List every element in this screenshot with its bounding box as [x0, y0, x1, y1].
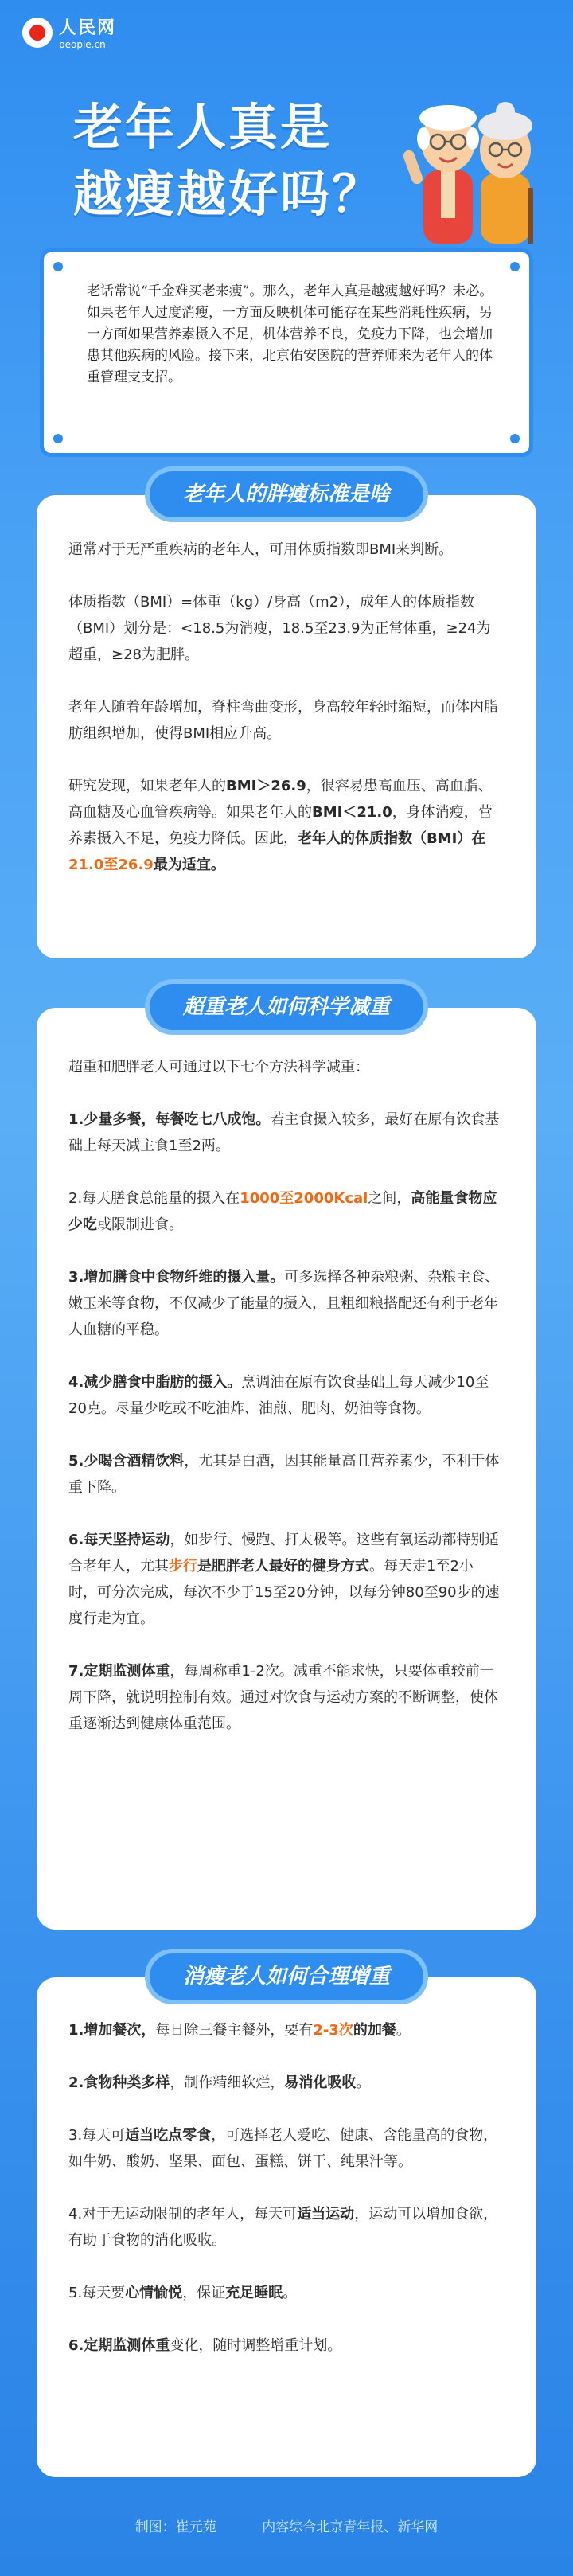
- paragraph: 研究发现，如果老年人的BMI＞26.9，很容易患高血压、高血脂、高血糖及心血管疾病等。如果老年人的BMI＜21.0，身体消瘦，营养素摄入不足，免疫力降低。因此，老年人的体质指数（BMI）在21.0至26.9最为适宜。: [68, 778, 493, 873]
- list-item: 6.定期监测体重变化，随时调整增重计划。: [68, 2337, 342, 2354]
- logo-english: people.cn: [59, 39, 106, 50]
- list-item: 1.增加餐次，每日除三餐主餐外，要有2-3次的加餐。: [68, 2022, 411, 2039]
- list-item: 3.每天可适当吃点零食，可选择老人爱吃、健康、含能量高的食物，如牛奶、酸奶、坚果、面包、蛋糕、饼干、纯果汁等。: [68, 2127, 498, 2170]
- section-title-weight-loss: 超重老人如何科学减重: [150, 984, 423, 1030]
- paragraph: 超重和肥胖老人可通过以下七个方法科学减重：: [68, 1059, 369, 1075]
- list-item: 7.定期监测体重，每周称重1-2次。减重不能求快，只要体重较前一周下降，就说明控制有效。通过对饮食与运动方案的不断调整，使体重逐渐达到健康体重范围。: [68, 1663, 498, 1732]
- people-cn-logo: [22, 14, 116, 50]
- corner-dot: [510, 434, 520, 443]
- paragraph: 通常对于无严重疾病的老年人，可用体质指数即BMI来判断。: [68, 541, 454, 558]
- list-item: 6.每天坚持运动，如步行、慢跑、打太极等。这些有氧运动都特别适合老年人，尤其步行是肥胖老人最好的健身方式。每天走1至2小时，可分次完成，每次不少于15至20分钟，以每分钟80至90步的速度行走为宜。: [68, 1532, 500, 1627]
- title-line-1: 老年人真是: [73, 98, 333, 156]
- section-title-weight-gain: 消瘦老人如何合理增重: [150, 1953, 423, 2000]
- list-item: 1.少量多餐，每餐吃七八成饱。若主食摄入较多，最好在原有饮食基础上每天减主食1至2两。: [68, 1111, 500, 1154]
- section-weight-standard: [37, 482, 536, 958]
- list-item: 4.减少膳食中脂肪的摄入。烹调油在原有饮食基础上每天减少10至20克。尽量少吃或不吃油炸、油煎、肥肉、奶油等食物。: [68, 1374, 489, 1417]
- intro-text: 老话常说“千金难买老来瘦”。那么，老年人真是越瘦越好吗？未必。如果老年人过度消瘦，一方面反映机体可能存在某些消耗性疾病，另一方面如果营养素摄入不足，机体营养不良，免疫力下降，也会增加患其他疾病的风险。接下来，北京佑安医院的营养师来为老年人的体重管理支支招。: [87, 283, 493, 385]
- section-weight-gain: [37, 1965, 536, 2477]
- footer: [0, 2516, 573, 2535]
- paragraph: 体质指数（BMI）=体重（kg）/身高（m2），成年人的体质指数（BMI）划分是：<18.5为消瘦，18.5至23.9为正常体重，≥24为超重，≥28为肥胖。: [68, 594, 491, 663]
- footer-source: 内容综合北京青年报、新华网: [262, 2519, 439, 2535]
- list-item: 5.每天要心情愉悦，保证充足睡眠。: [68, 2285, 298, 2301]
- title-line-2: 越瘦越好吗？: [73, 165, 384, 223]
- elderly-couple-illustration: [392, 76, 551, 244]
- paragraph: 老年人随着年龄增加，脊柱弯曲变形，身高较年轻时缩短，而体内脂肪组织增加，使得BMI相应升高。: [68, 699, 498, 742]
- logo-chinese: 人民网: [59, 18, 117, 38]
- section-title-weight-standard: 老年人的胖瘦标准是啥: [150, 471, 423, 517]
- list-item: 2.食物种类多样，制作精细软烂，易消化吸收。: [68, 2074, 371, 2091]
- corner-dot: [510, 262, 520, 271]
- list-item: 2.每天膳食总能量的摄入在1000至2000Kcal之间，高能量食物应少吃或限制进食。: [68, 1190, 497, 1233]
- list-item: 3.增加膳食中食物纤维的摄入量。可多选择各种杂粮粥、杂粮主食、嫩玉米等食物，不仅减少了能量的摄入，且粗细粮搭配还有利于老年人血糖的平稳。: [68, 1269, 500, 1338]
- list-item: 4.对于无运动限制的老年人，每天可适当运动，运动可以增加食欲，有助于食物的消化吸收。: [68, 2206, 498, 2249]
- corner-dot: [53, 262, 63, 271]
- corner-dot: [53, 434, 63, 443]
- page-title: [73, 94, 384, 228]
- intro-card: [40, 248, 533, 457]
- list-item: 5.少喝含酒精饮料，尤其是白酒，因其能量高且营养素少，不利于体重下降。: [68, 1453, 500, 1496]
- footer-credit: 制图：崔元苑: [134, 2519, 216, 2535]
- logo-mark: [22, 18, 53, 48]
- section-weight-loss: [37, 995, 536, 1930]
